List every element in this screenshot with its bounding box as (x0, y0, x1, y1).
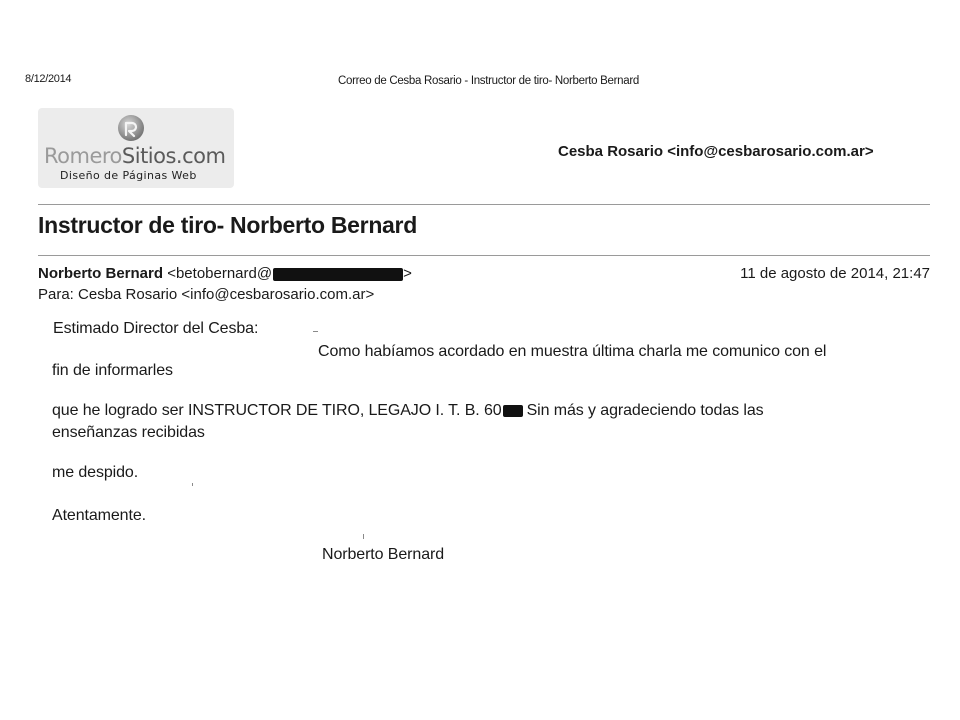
redaction-bar-number (503, 405, 523, 417)
logo-word-romero: Romero (44, 144, 122, 168)
divider-top (38, 204, 930, 205)
logo-wordmark (44, 144, 225, 168)
romerositios-logo (38, 108, 234, 188)
body-greeting: Estimado Director del Cesba: (53, 320, 259, 337)
logo-word-sitios: Sitios.com (121, 144, 226, 168)
sender-email: <betobernard@ (167, 265, 273, 282)
body-signature: Norberto Bernard (322, 546, 445, 563)
logo-emblem-icon (117, 114, 145, 142)
sender-line (38, 265, 412, 282)
body-line-4: enseñanzas recibidas (52, 424, 205, 441)
body-line-5: me despido. (52, 464, 139, 481)
print-date: 8/12/2014 (25, 73, 72, 85)
scan-speck (363, 534, 364, 539)
account-label: Cesba Rosario <info@cesbarosario.com.ar> (558, 143, 874, 160)
redaction-bar (273, 268, 403, 281)
print-title: Correo de Cesba Rosario - Instructor de tiro- Norberto Bernard (338, 75, 639, 87)
email-subject: Instructor de tiro- Norberto Bernard (38, 212, 417, 238)
body-line-2: fin de informarles (52, 362, 173, 379)
sender-name: Norberto Bernard (38, 265, 164, 282)
scan-speck (192, 483, 193, 486)
logo-tagline: Diseño de Páginas Web (60, 169, 197, 182)
scan-speck (313, 331, 318, 332)
body-closing: Atentamente. (52, 507, 146, 524)
recipient-line: Para: Cesba Rosario <info@cesbarosario.com.ar> (38, 286, 375, 303)
email-date: 11 de agosto de 2014, 21:47 (740, 265, 930, 282)
body-line-3-end: Sin más y agradeciendo todas las (526, 402, 764, 419)
sender-email-end: > (403, 265, 412, 282)
divider-bottom (38, 255, 930, 256)
body-line-3-start: que he logrado ser INSTRUCTOR DE TIRO, LEGAJO I. T. B. 60 (52, 402, 502, 419)
body-line-3 (52, 402, 764, 420)
body-line-1: Como habíamos acordado en muestra última charla me comunico con el (318, 343, 827, 360)
